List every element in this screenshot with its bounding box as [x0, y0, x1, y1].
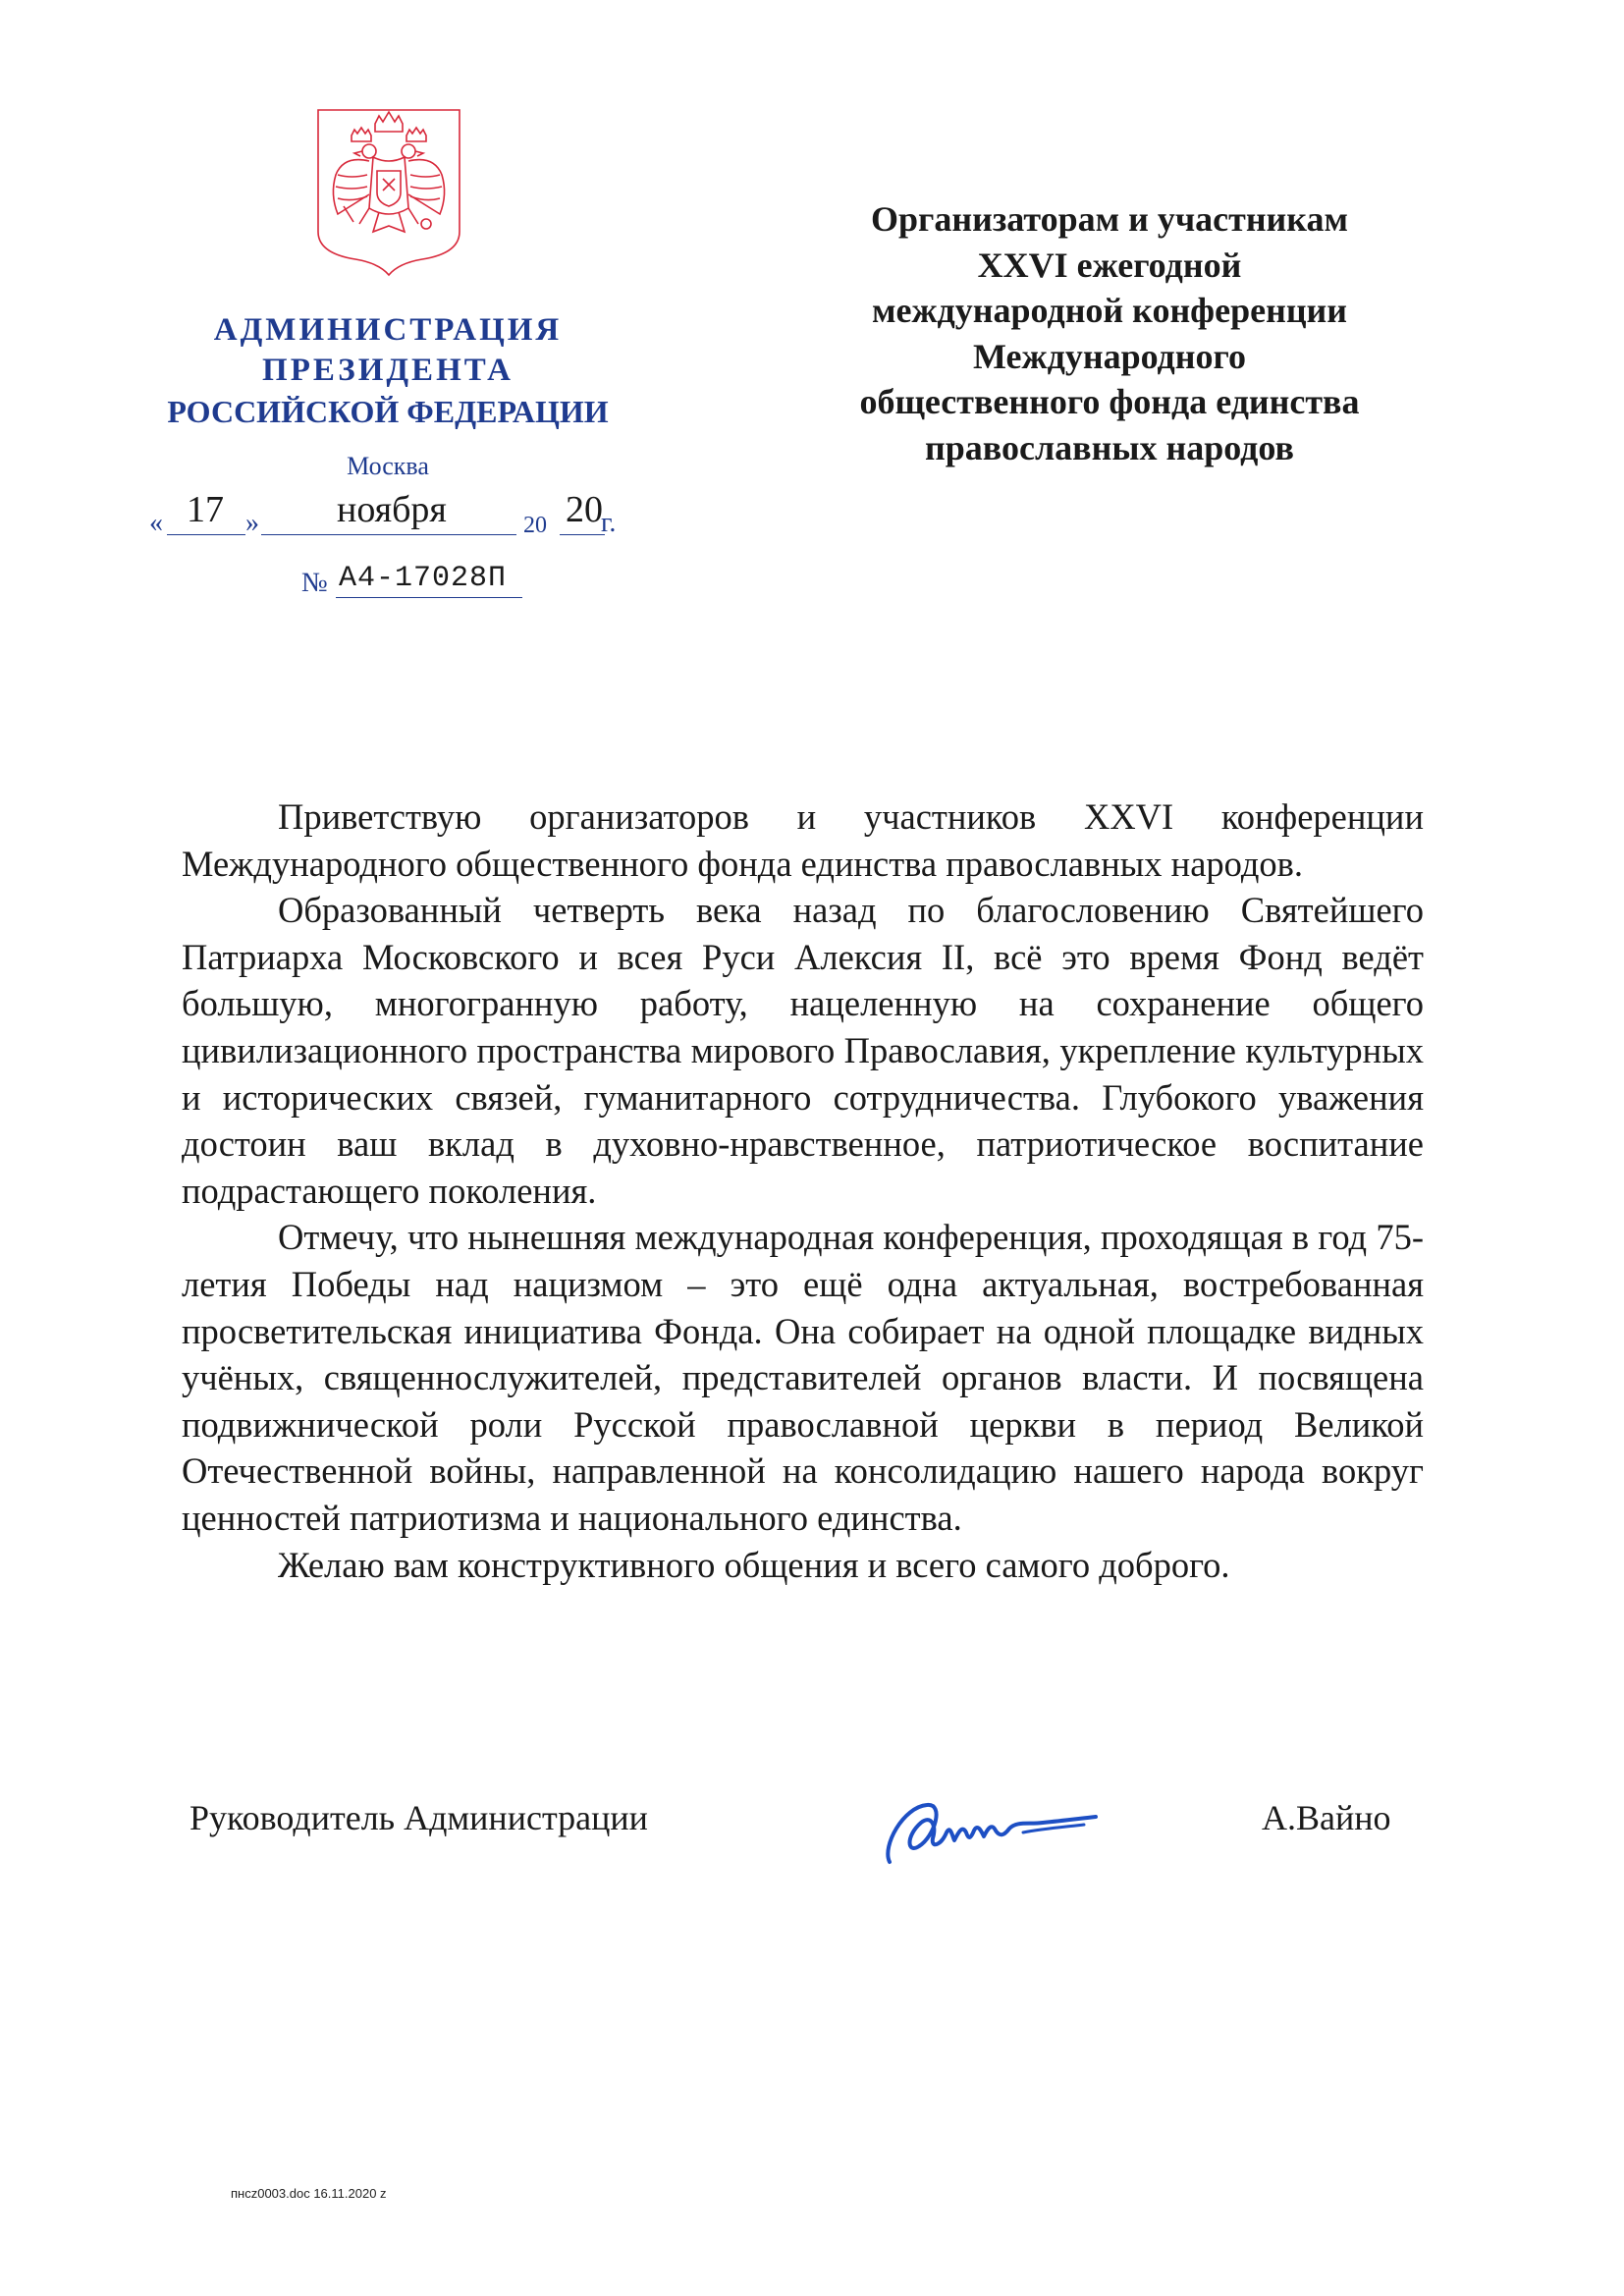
date-month: ноября	[337, 489, 447, 530]
date-close-quote: »	[245, 508, 259, 538]
date-year-prefix: 20	[523, 513, 547, 538]
addressee-line: Международного	[973, 336, 1246, 376]
body-paragraph: Образованный четверть века назад по благословению Святейшего Патриарха Московского и всея Руси Алексия II, всё это время Фонд ведёт большую, многогранную работу, нацеленную на сохранение общего цивилизационного пространства мирового Православия, укрепление культурных и исторических связей, гуманитарного сотрудничества. Глубокого уважения достоин ваш вклад в духовно-нравственное, патриотическое воспитание подрастающего поколения.	[182, 890, 1424, 1211]
coat-of-arms-icon	[314, 106, 463, 279]
body-paragraph: Желаю вам конструктивного общения и всего самого доброго.	[278, 1544, 1230, 1585]
date-open-quote: «	[149, 508, 163, 538]
reg-number: А4-17028П	[339, 562, 508, 595]
date-year-mark: г.	[601, 508, 617, 538]
date-year-suffix: 20	[566, 489, 603, 530]
date-month-underline	[261, 534, 516, 535]
reg-number-prefix: №	[301, 568, 328, 598]
org-name-line2: ПРЕЗИДЕНТА	[262, 353, 514, 388]
date-year-underline	[560, 534, 605, 535]
body-paragraph: Приветствую организаторов и участников XXVI конференции Международного общественного фонда единства православных народов.	[182, 796, 1424, 884]
signatory-title: Руководитель Администрации	[189, 1798, 648, 1837]
addressee-line: православных народов	[925, 427, 1294, 467]
org-name-line1: АДМИНИСТРАЦИЯ	[213, 312, 563, 348]
date-day: 17	[187, 489, 224, 530]
body-paragraph: Отмечу, что нынешняя международная конференция, проходящая в год 75-летия Победы над нацизмом – это ещё одна актуальная, востребованная просветительская инициатива Фонда. Она собирает на одной площадке видных учёных, священнослужителей, представителей органов власти. И посвящена подвижнической роли Русской православной церкви в период Великой Отечественной войны, направленной на консолидацию нашего народа вокруг ценностей патриотизма и национального единства.	[182, 1217, 1424, 1538]
letter-body	[182, 793, 1424, 1588]
addressee-line: общественного фонда единства	[859, 382, 1360, 421]
addressee-block	[785, 196, 1434, 470]
date-day-underline	[167, 534, 245, 535]
reg-number-underline	[336, 597, 522, 598]
addressee-line: Организаторам и участникам	[870, 199, 1349, 239]
city-label: Москва	[347, 452, 429, 480]
signatory-name: А.Вайно	[1262, 1798, 1391, 1837]
document-footer-note: пнсz0003.doc 16.11.2020 z	[231, 2186, 387, 2201]
addressee-line: международной конференции	[871, 291, 1348, 330]
org-name-line3: РОССИЙСКОЙ ФЕДЕРАЦИИ	[167, 394, 609, 429]
handwritten-signature-icon	[876, 1768, 1102, 1876]
addressee-line: XXVI ежегодной	[977, 245, 1242, 285]
